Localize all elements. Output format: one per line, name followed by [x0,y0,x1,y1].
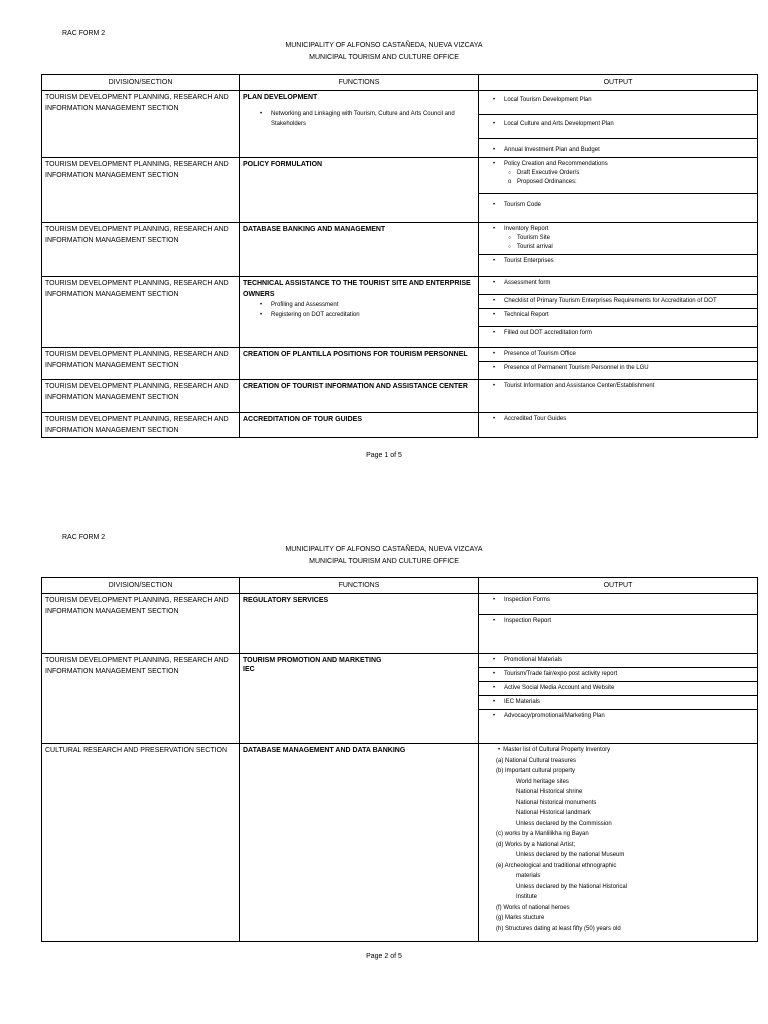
output-item: • Assessment form [479,277,757,295]
output-line: Unless declared by the National Historical [516,883,628,890]
output-line: (g) Marks stucture [496,915,545,921]
output-line: materials [516,873,541,879]
function-cell [240,277,479,348]
function-title: DATABASE BANKING AND MANAGEMENT [243,226,386,233]
form-code: RAC FORM 2 [62,30,106,37]
division-cell: CULTURAL RESEARCH AND PRESERVATION SECTION [42,744,240,942]
output-item: • Inspection Forms [479,594,757,615]
function-title: PLAN DEVELOPMENT [243,94,318,101]
function-title: DATABASE MANAGEMENT AND DATA BANKING [243,747,406,754]
table-row [42,348,758,380]
output-line: (e) Archeological and traditional ethnographic [496,862,617,869]
output-item: • Local Culture and Arts Development Plan [479,115,757,139]
output-item: • Checklist of Primary Tourism Enterprises Requirements for Accreditation of DOT [479,295,757,309]
output-cell [479,413,758,438]
division-cell: TOURISM DEVELOPMENT PLANNING, RESEARCH AND INFORMATION MANAGEMENT SECTION [42,223,240,277]
output-item: • Tourism/Trade fair/expo post activity report [479,668,757,682]
function-title: ACCREDITATION OF TOUR GUIDES [243,416,362,423]
output-cell [479,380,758,413]
output-item: • IEC Materials [479,696,757,710]
output-line: (b) Important cultural property [496,768,576,774]
output-item: • Tourism Code [479,193,757,212]
output-cell [479,348,758,380]
output-item: • Tourist Enterprises [479,254,757,268]
page-2 [0,506,768,1018]
col-output: OUTPUT [479,75,758,91]
division-cell: TOURISM DEVELOPMENT PLANNING, RESEARCH AND INFORMATION MANAGEMENT SECTION [42,348,240,380]
function-title: TECHNICAL ASSISTANCE TO THE TOURIST SITE AND ENTERPRISE OWNERS [243,280,471,298]
function-title: CREATION OF TOURIST INFORMATION AND ASSISTANCE CENTER [243,383,468,390]
output-line: Unless declared by the Commission [516,820,612,827]
functions-table [41,74,758,438]
function-cell [240,413,479,438]
table-header-row [42,578,758,594]
output-item: • Filled out DOT accreditation form [479,327,757,340]
col-division: DIVISION/SECTION [42,578,240,594]
function-title-sub: IEC [243,666,255,673]
col-output: OUTPUT [479,578,758,594]
col-division: DIVISION/SECTION [42,75,240,91]
municipality-title: MUNICIPALITY OF ALFONSO CASTAÑEDA, NUEVA VIZCAYA [285,546,483,553]
output-cell [479,744,758,942]
function-cell [240,91,479,158]
output-cell [479,158,758,223]
division-cell: TOURISM DEVELOPMENT PLANNING, RESEARCH AND INFORMATION MANAGEMENT SECTION [42,594,240,654]
output-item: • Inspection Report [479,615,757,628]
output-line: National Historical landmark [516,810,591,816]
output-item: • Presence of Tourism Office [479,348,757,362]
function-cell [240,654,479,744]
function-title: CREATION OF PLANTILLA POSITIONS FOR TOURISM PERSONNEL [243,351,468,358]
output-item: • Tourist Information and Assistance Center/Establishment [479,380,757,393]
output-subitem: ○ Tourism Site [482,234,754,243]
table-row [42,744,758,942]
output-line: (f) Works of national heroes [496,904,570,911]
function-title: TOURISM PROMOTION AND MARKETING [243,657,382,664]
form-code: RAC FORM 2 [62,534,106,541]
table-row [42,654,758,744]
table-row [42,413,758,438]
municipality-title: MUNICIPALITY OF ALFONSO CASTAÑEDA, NUEVA VIZCAYA [285,42,483,49]
function-cell [240,223,479,277]
output-item: • Inventory Report [479,223,757,234]
output-cell [479,594,758,654]
output-line: (a) National Cultural treasures [496,757,577,764]
output-line: (c) works by a Manlilikha ng Bayan [496,831,589,837]
output-cell [479,223,758,277]
function-title: REGULATORY SERVICES [243,597,329,604]
output-line: Unless declared by the national Museum [516,852,625,858]
output-line: (d) Works by a National Artist; [496,841,576,848]
table-row [42,277,758,348]
output-line: National historical monuments [516,799,597,806]
output-line: National Historical shrine [516,789,583,795]
table-row [42,223,758,277]
function-subitem: • Profiling and Assessment [243,300,475,310]
table-row [42,158,758,223]
function-cell [240,158,479,223]
division-cell: TOURISM DEVELOPMENT PLANNING, RESEARCH AND INFORMATION MANAGEMENT SECTION [42,91,240,158]
division-cell: TOURISM DEVELOPMENT PLANNING, RESEARCH AND INFORMATION MANAGEMENT SECTION [42,654,240,744]
function-title: POLICY FORMULATION [243,161,323,168]
output-item: • Technical Report [479,309,757,327]
division-cell: TOURISM DEVELOPMENT PLANNING, RESEARCH AND INFORMATION MANAGEMENT SECTION [42,277,240,348]
output-cell [479,654,758,744]
output-cell [479,277,758,348]
output-line: Institute [516,894,538,900]
division-cell: TOURISM DEVELOPMENT PLANNING, RESEARCH AND INFORMATION MANAGEMENT SECTION [42,380,240,413]
output-item: • Policy Creation and Recommendations [479,158,757,169]
output-item: • Presence of Permanent Tourism Personnel in the LGU [479,362,757,375]
output-cell [479,91,758,158]
function-subitem: • Registering on DOT accreditation [243,310,475,320]
office-title: MUNICIPAL TOURISM AND CULTURE OFFICE [309,54,459,61]
page-footer: Page 1 of 5 [366,452,402,459]
output-line: (h) Structures dating at least fifty (50) years old [496,925,621,932]
table-row [42,380,758,413]
division-cell: TOURISM DEVELOPMENT PLANNING, RESEARCH AND INFORMATION MANAGEMENT SECTION [42,158,240,223]
division-cell: TOURISM DEVELOPMENT PLANNING, RESEARCH AND INFORMATION MANAGEMENT SECTION [42,413,240,438]
output-item: • Local Tourism Development Plan [479,91,757,115]
output-subitem: o Proposed Ordinances: [482,178,754,193]
functions-table [41,577,758,942]
output-item: • Master list of Cultural Property Inventory [482,745,754,756]
table-header-row [42,75,758,91]
function-subitem: • Networking and Linkaging with Tourism, Culture and Arts Council and Stakeholders [243,109,475,129]
output-item: • Advocacy/promotional/Marketing Plan [479,710,757,723]
office-title: MUNICIPAL TOURISM AND CULTURE OFFICE [309,558,459,565]
output-item: • Annual Investment Plan and Budget [479,139,757,157]
function-cell [240,594,479,654]
page-footer: Page 2 of 5 [366,953,402,960]
output-line: World heritage sites [516,778,569,785]
function-cell [240,380,479,413]
col-functions: FUNCTIONS [240,578,479,594]
output-subitem: ○ Draft Executive Order/s [482,169,754,178]
output-subitem: ○ Tourist arrival [482,243,754,254]
output-item: • Active Social Media Account and Website [479,682,757,696]
table-row [42,594,758,654]
table-row [42,91,758,158]
output-item: • Accredited Tour Guides [479,413,757,426]
function-cell [240,348,479,380]
col-functions: FUNCTIONS [240,75,479,91]
function-cell [240,744,479,942]
output-item: • Promotional Materials [479,654,757,668]
